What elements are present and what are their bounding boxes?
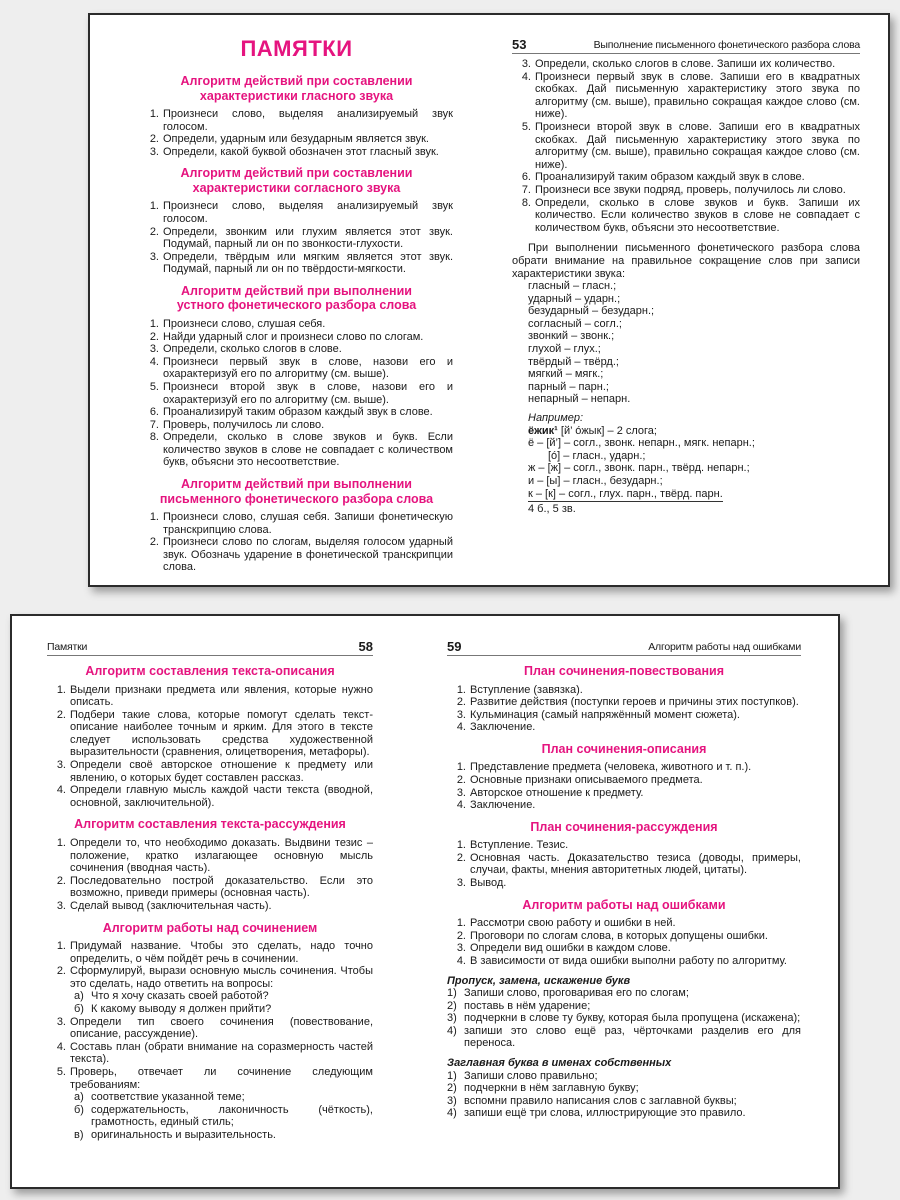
list-item <box>146 200 453 225</box>
item-text: Произнеси второй звук в слове, назови его и охарактеризуй его по алгоритму (см. выше). <box>163 380 453 406</box>
item-number: 1) <box>447 987 457 1000</box>
page-number: 53 <box>512 37 527 52</box>
item-number: 3. <box>456 708 466 721</box>
section-heading: Алгоритм действий при составлении характеристики гласного звука <box>180 74 413 103</box>
abbreviation-line: парный – парн.; <box>528 380 609 393</box>
list-item <box>453 877 801 890</box>
list-item <box>146 133 453 146</box>
sub-item-letter: в) <box>74 1128 84 1141</box>
example-transcription: [й’ óжык] – 2 слога; <box>557 424 657 437</box>
list-item <box>53 709 373 759</box>
list-item <box>146 536 453 574</box>
item-number: 1. <box>149 511 159 524</box>
sub-item <box>53 1129 373 1142</box>
list-item <box>453 852 801 877</box>
item-number: 2) <box>447 1082 457 1095</box>
item-number: 1. <box>456 683 466 696</box>
list-item <box>146 511 453 536</box>
abbreviation-line: мягкий – мягк.; <box>528 368 604 381</box>
item-text: Авторское отношение к предмету. <box>470 786 644 799</box>
abbreviation-line: согласный – согл.; <box>528 317 622 330</box>
numbered-list <box>447 839 801 889</box>
item-text: Заключение. <box>470 721 536 734</box>
item-number: 3. <box>521 58 531 70</box>
list-item <box>53 1066 373 1091</box>
sub-item-letter: б) <box>74 1103 84 1116</box>
item-number: 2. <box>149 225 159 238</box>
item-number: 1. <box>56 683 66 696</box>
list-item <box>53 837 373 875</box>
list-item <box>53 965 373 990</box>
item-number: 4. <box>456 799 466 812</box>
list-item <box>453 761 801 774</box>
example-sound-line <box>512 450 860 463</box>
item-number: 5. <box>149 380 159 393</box>
abbreviation-line: безударный – безударн.; <box>528 305 655 318</box>
item-text: Произнеси первый звук в слове. Запиши его в квадратных скобках. Дай письменную характеристику этого звука по алгоритму (см. выше), правильно сокращая каждое слово (см. ниже). <box>535 70 860 121</box>
item-number: 2. <box>456 696 466 709</box>
running-header <box>447 640 801 656</box>
item-text: Определи тип своего сочинения (повествование, описание, рассуждение). <box>70 1015 373 1041</box>
page-number: 58 <box>358 639 373 654</box>
page-title: ПАМЯТКИ <box>240 36 353 61</box>
item-text: вспомни правило написания слов с заглавной буквы; <box>464 1094 737 1107</box>
example-sound-line <box>512 475 860 488</box>
item-text: Выдели признаки предмета или явления, которые нужно описать. <box>70 683 373 709</box>
item-text: Определи то, что необходимо доказать. Выдвини тезис – положение, кратко излагающее основную мысль сочинения (вводная часть). <box>70 836 373 875</box>
list-item <box>453 787 801 800</box>
list-item <box>146 356 453 381</box>
item-number: 1. <box>456 761 466 774</box>
item-text: Произнеси второй звук в слове. Запиши его в квадратных скобках. Дай письменную характеристику этого звука по алгоритму (см. выше), правильно сокращая каждое слово (см. ниже). <box>535 120 860 171</box>
running-title: Выполнение письменного фонетического разбора слова <box>593 39 860 51</box>
running-title: Алгоритм работы над ошибками <box>648 641 801 653</box>
sub-item-letter: а) <box>74 990 84 1003</box>
item-number: 1. <box>56 940 66 952</box>
numbered-list <box>140 318 453 469</box>
list-item <box>447 1107 801 1120</box>
item-number: 6. <box>521 171 531 184</box>
item-text: Произнеси первый звук в слове, назови его и охарактеризуй его по алгоритму (см. выше). <box>163 355 453 381</box>
abbreviation-line: ударный – ударн.; <box>528 292 621 305</box>
list-item <box>453 930 801 943</box>
example-sound-line <box>512 488 860 501</box>
item-number: 3. <box>56 1015 66 1028</box>
item-text: Произнеси слово, выделяя анализируемый звук голосом. <box>163 108 453 133</box>
running-title: Памятки <box>47 641 88 653</box>
list-item <box>518 171 860 184</box>
item-text: Составь план (обрати внимание на соразмерность частей текста). <box>70 1040 373 1066</box>
list-item <box>453 696 801 709</box>
section-heading: Алгоритм работы над ошибками <box>522 897 726 912</box>
item-text: Проверь, отвечает ли сочинение следующим требованиям: <box>70 1065 373 1091</box>
sub-item-letter: б) <box>74 1002 84 1015</box>
list-item <box>447 1070 801 1083</box>
list-item <box>447 1012 801 1025</box>
item-number: 2. <box>456 929 466 942</box>
item-text: Определи, твёрдым или мягким является этот звук. Подумай, парный ли он по твёрдости-мягкости. <box>163 250 453 276</box>
list-item <box>518 71 860 121</box>
list-item <box>146 108 453 133</box>
item-text: Определи, сколько слогов в слове. Запиши их количество. <box>535 58 836 70</box>
item-number: 4. <box>56 784 66 797</box>
item-number: 2. <box>149 536 159 549</box>
item-number: 1) <box>447 1069 457 1082</box>
list-item <box>146 431 453 469</box>
sub-item <box>53 1104 373 1129</box>
list-item <box>518 197 860 235</box>
example-word-line <box>512 425 860 438</box>
running-header <box>47 640 373 656</box>
example-sound-text: ё – [й’] – согл., звонк. непарн., мягк. непарн.; <box>528 437 755 450</box>
list-item <box>146 318 453 331</box>
list-item <box>447 1025 801 1050</box>
example-sound-text: и – [ы] – гласн., безударн.; <box>528 475 663 487</box>
sub-item-text: соответствие указанной теме; <box>91 1091 245 1104</box>
item-text: Определи главную мысль каждой части текста (вводной, основной, заключительной). <box>70 784 373 809</box>
list-item <box>53 784 373 809</box>
item-text: Определи, сколько в слове звуков и букв. Запиши их количество. Если количество звуков в слове не совпадает с количеством букв, объясни это несоответствие. <box>535 196 860 234</box>
item-text: Вступление. Тезис. <box>470 839 569 852</box>
item-text: Определи своё авторское отношение к предмету или явлению, о которых будет составлен рассказ. <box>70 759 373 784</box>
list-item <box>518 184 860 197</box>
abbreviation-line: непарный – непарн. <box>528 393 631 406</box>
subsection-heading: Пропуск, замена, искажение букв <box>447 974 631 987</box>
list-item <box>453 684 801 697</box>
abbreviation-line: твёрдый – твёрд.; <box>528 355 619 368</box>
item-text: поставь в нём ударение; <box>464 999 591 1012</box>
item-text: Определи, какой буквой обозначен этот гласный звук. <box>163 145 439 158</box>
item-number: 8. <box>521 196 531 209</box>
item-number: 3. <box>456 877 466 890</box>
item-text: В зависимости от вида ошибки выполни работу по алгоритму. <box>470 954 787 967</box>
item-number: 2. <box>56 965 66 978</box>
abbreviation-line: гласный – гласн.; <box>528 280 617 293</box>
list-item <box>453 839 801 852</box>
item-text: Определи, сколько в слове звуков и букв. Если количество звуков в слове не совпадает с количеством букв, объясни это несоответствие. <box>163 431 453 469</box>
list-item <box>453 942 801 955</box>
list-item <box>146 343 453 356</box>
list-item <box>146 406 453 419</box>
item-text: Запиши слово, проговаривая его по слогам; <box>464 987 689 1000</box>
item-number: 2. <box>149 330 159 343</box>
section-heading: Алгоритм составления текста-описания <box>85 664 335 678</box>
item-number: 2. <box>456 851 466 864</box>
item-number: 4. <box>149 355 159 368</box>
section-heading: Алгоритм действий при выполнении письменного фонетического разбора слова <box>159 477 434 506</box>
item-number: 2) <box>447 999 457 1012</box>
list-item <box>146 226 453 251</box>
list-item <box>146 381 453 406</box>
subsection-heading: Заглавная буква в именах собственных <box>447 1057 672 1070</box>
item-text: Определи, звонким или глухим является этот звук. Подумай, парный ли он по звонкости-глухости. <box>163 225 453 251</box>
list-item <box>453 774 801 787</box>
item-text: Запиши слово правильно; <box>464 1069 598 1082</box>
item-number: 5. <box>521 120 531 133</box>
item-text: Развитие действия (поступки героев и причины этих поступков). <box>470 696 799 709</box>
page-58 <box>47 640 373 1142</box>
numbered-list <box>447 761 801 811</box>
numbered-list <box>47 684 373 810</box>
item-number: 3) <box>447 1012 457 1025</box>
section-heading: План сочинения-повествования <box>523 664 725 678</box>
sub-item <box>53 990 373 1003</box>
example-sound-line <box>512 437 860 450</box>
sub-item-text: К какому выводу я должен прийти? <box>91 1002 272 1015</box>
example-sound-text: ж – [ж] – согл., звонк. парн., твёрд. непарн.; <box>528 462 750 475</box>
item-number: 4) <box>447 1107 457 1120</box>
item-number: 4. <box>56 1040 66 1053</box>
item-text: Произнеси слово, выделяя анализируемый звук голосом. <box>163 200 453 225</box>
item-number: 7. <box>149 418 159 431</box>
sub-item-text: Что я хочу сказать своей работой? <box>91 990 269 1003</box>
list-item <box>53 1041 373 1066</box>
item-number: 5. <box>56 1065 66 1078</box>
list-item <box>53 1016 373 1041</box>
item-number: 4. <box>521 70 531 83</box>
example-result: 4 б., 5 зв. <box>528 503 576 516</box>
sub-item-letter: а) <box>74 1091 84 1104</box>
sub-item <box>53 1091 373 1104</box>
item-text: Подбери такие слова, которые помогут сделать текст-описание наиболее точным и ярким. Для этого в тексте следует использовать средства художественной выразительности (сравнения, олицетворения, метафоры). <box>70 708 373 759</box>
item-text: Проговори по слогам слова, в которых допущены ошибки. <box>470 929 768 942</box>
item-number: 3. <box>56 899 66 912</box>
section-heading: Алгоритм работы над сочинением <box>102 920 318 935</box>
item-text: подчеркни в нём заглавную букву; <box>464 1082 639 1095</box>
item-number: 3) <box>447 1094 457 1107</box>
item-text: Последовательно построй доказательство. Если это возможно, приведи примеры (основная часть). <box>70 874 373 900</box>
item-text: Определи, сколько слогов в слове. <box>163 343 342 356</box>
list-item <box>453 917 801 930</box>
list-item <box>53 900 373 913</box>
example-sound-text: к – [к] – согл., глух. парн., твёрд. парн. <box>528 487 723 500</box>
abbreviation-line: глухой – глух.; <box>528 343 601 356</box>
item-text: Вывод. <box>470 877 507 890</box>
example-label: Например: <box>528 412 584 425</box>
item-number: 2. <box>56 874 66 887</box>
list-item <box>146 251 453 276</box>
item-text: Представление предмета (человека, животного и т. п.). <box>470 761 752 774</box>
item-text: Произнеси слово, слушая себя. Запиши фонетическую транскрипцию слова. <box>163 511 453 536</box>
list-item <box>453 799 801 812</box>
numbered-list <box>140 108 453 158</box>
item-number: 2. <box>56 708 66 721</box>
list-item <box>447 987 801 1000</box>
item-number: 7. <box>521 183 531 196</box>
running-header <box>512 38 860 54</box>
section-heading: Алгоритм действий при составлении характеристики согласного звука <box>180 166 413 195</box>
item-text: Сделай вывод (заключительная часть). <box>70 899 272 912</box>
list-item <box>146 331 453 344</box>
example-word: ёжик¹ <box>528 424 558 437</box>
item-text: Основная часть. Доказательство тезиса (доводы, примеры, случаи, факты, мнения авторитетных людей, цитаты). <box>470 851 801 877</box>
item-text: Основные признаки описываемого предмета. <box>470 773 703 786</box>
paragraph: При выполнении письменного фонетического разбора слова обрати внимание на правильное сокращение слов при записи характеристики звука: <box>512 242 860 280</box>
item-number: 1. <box>456 839 466 852</box>
item-text: Вступление (завязка). <box>470 683 583 696</box>
list-item <box>146 146 453 159</box>
item-text: Проверь, получилось ли слово. <box>163 418 325 431</box>
numbered-list <box>512 58 860 234</box>
list-item <box>453 955 801 968</box>
list-item <box>453 709 801 722</box>
item-number: 3. <box>456 786 466 799</box>
page-59 <box>447 640 801 1120</box>
item-text: Сформулируй, вырази основную мысль сочинения. Чтобы это сделать, надо ответить на вопросы: <box>70 965 373 990</box>
example-sound-text: [ó] – гласн., ударн.; <box>548 449 646 462</box>
item-text: Рассмотри свою работу и ошибки в ней. <box>470 917 676 930</box>
item-number: 1. <box>149 317 159 330</box>
list-item <box>518 58 860 71</box>
sub-item-text: оригинальность и выразительность. <box>91 1128 276 1141</box>
item-text: Проанализируй таким образом каждый звук в слове. <box>163 406 433 419</box>
list-item <box>146 419 453 432</box>
numbered-list <box>447 684 801 734</box>
sub-item <box>53 1003 373 1016</box>
item-number: 4. <box>456 721 466 734</box>
item-number: 3. <box>149 145 159 158</box>
item-number: 2. <box>456 773 466 786</box>
numbered-list <box>47 940 373 1142</box>
section-heading: План сочинения-рассуждения <box>530 819 718 834</box>
list-item <box>53 759 373 784</box>
item-number: 8. <box>149 431 159 444</box>
list-item <box>518 121 860 171</box>
item-text: Проанализируй таким образом каждый звук в слове. <box>535 171 805 184</box>
list-item <box>447 1000 801 1013</box>
item-text: Придумай название. Чтобы это сделать, надо точно определить, о чём пойдёт речь в сочинении. <box>70 940 373 965</box>
list-item <box>447 1095 801 1108</box>
item-text: Найди ударный слог и произнеси слово по слогам. <box>163 330 424 343</box>
item-number: 3. <box>149 343 159 356</box>
item-number: 1. <box>149 108 159 120</box>
item-number: 4) <box>447 1024 457 1037</box>
numbered-list <box>447 987 801 1050</box>
item-number: 1. <box>456 917 466 930</box>
abbreviation-line: звонкий – звонк.; <box>528 330 615 343</box>
item-text: Определи вид ошибки в каждом слове. <box>470 942 671 955</box>
item-text: Заключение. <box>470 799 536 812</box>
page-53 <box>512 38 860 516</box>
item-text: Произнеси все звуки подряд, проверь, получилось ли слово. <box>535 183 846 196</box>
example-sound-line <box>512 462 860 475</box>
sub-item-text: содержательность, лаконичность (чёткость), грамотность, единый стиль; <box>91 1103 373 1129</box>
item-text: запиши ещё три слова, иллюстрирующие это правило. <box>464 1107 746 1120</box>
item-number: 2. <box>149 133 159 146</box>
list-item <box>53 684 373 709</box>
list-item <box>453 721 801 734</box>
item-number: 6. <box>149 406 159 419</box>
numbered-list <box>47 837 373 913</box>
item-text: Произнеси слово, слушая себя. <box>163 317 326 330</box>
section-heading: Алгоритм действий при выполнении устного фонетического разбора слова <box>176 283 417 313</box>
numbered-list <box>140 200 453 276</box>
item-number: 1. <box>149 200 159 213</box>
numbered-list <box>140 511 453 574</box>
numbered-list <box>447 1070 801 1120</box>
numbered-list <box>447 917 801 967</box>
item-number: 3. <box>56 759 66 772</box>
page-pamyatki-phonetics <box>140 36 453 574</box>
item-text: Кульминация (самый напряжённый момент сюжета). <box>470 708 740 721</box>
item-text: Произнеси слово по слогам, выделяя голосом ударный звук. Обозначь ударение в фонетической транскрипции слова. <box>163 536 453 574</box>
item-number: 3. <box>149 250 159 263</box>
item-number: 3. <box>456 942 466 955</box>
section-heading: Алгоритм составления текста-рассуждения <box>74 817 346 832</box>
page-number: 59 <box>447 639 462 654</box>
item-number: 4. <box>456 954 466 967</box>
list-item <box>53 940 373 965</box>
list-item <box>447 1082 801 1095</box>
item-text: подчеркни в слове ту букву, которая была пропущена (искажена); <box>464 1012 801 1025</box>
item-number: 1. <box>56 836 66 849</box>
item-text: Определи, ударным или безударным является звук. <box>163 133 429 146</box>
list-item <box>53 875 373 900</box>
section-heading: План сочинения-описания <box>541 741 707 756</box>
item-text: запиши это слово ещё раз, чёрточками разделив его для переноса. <box>464 1024 801 1050</box>
